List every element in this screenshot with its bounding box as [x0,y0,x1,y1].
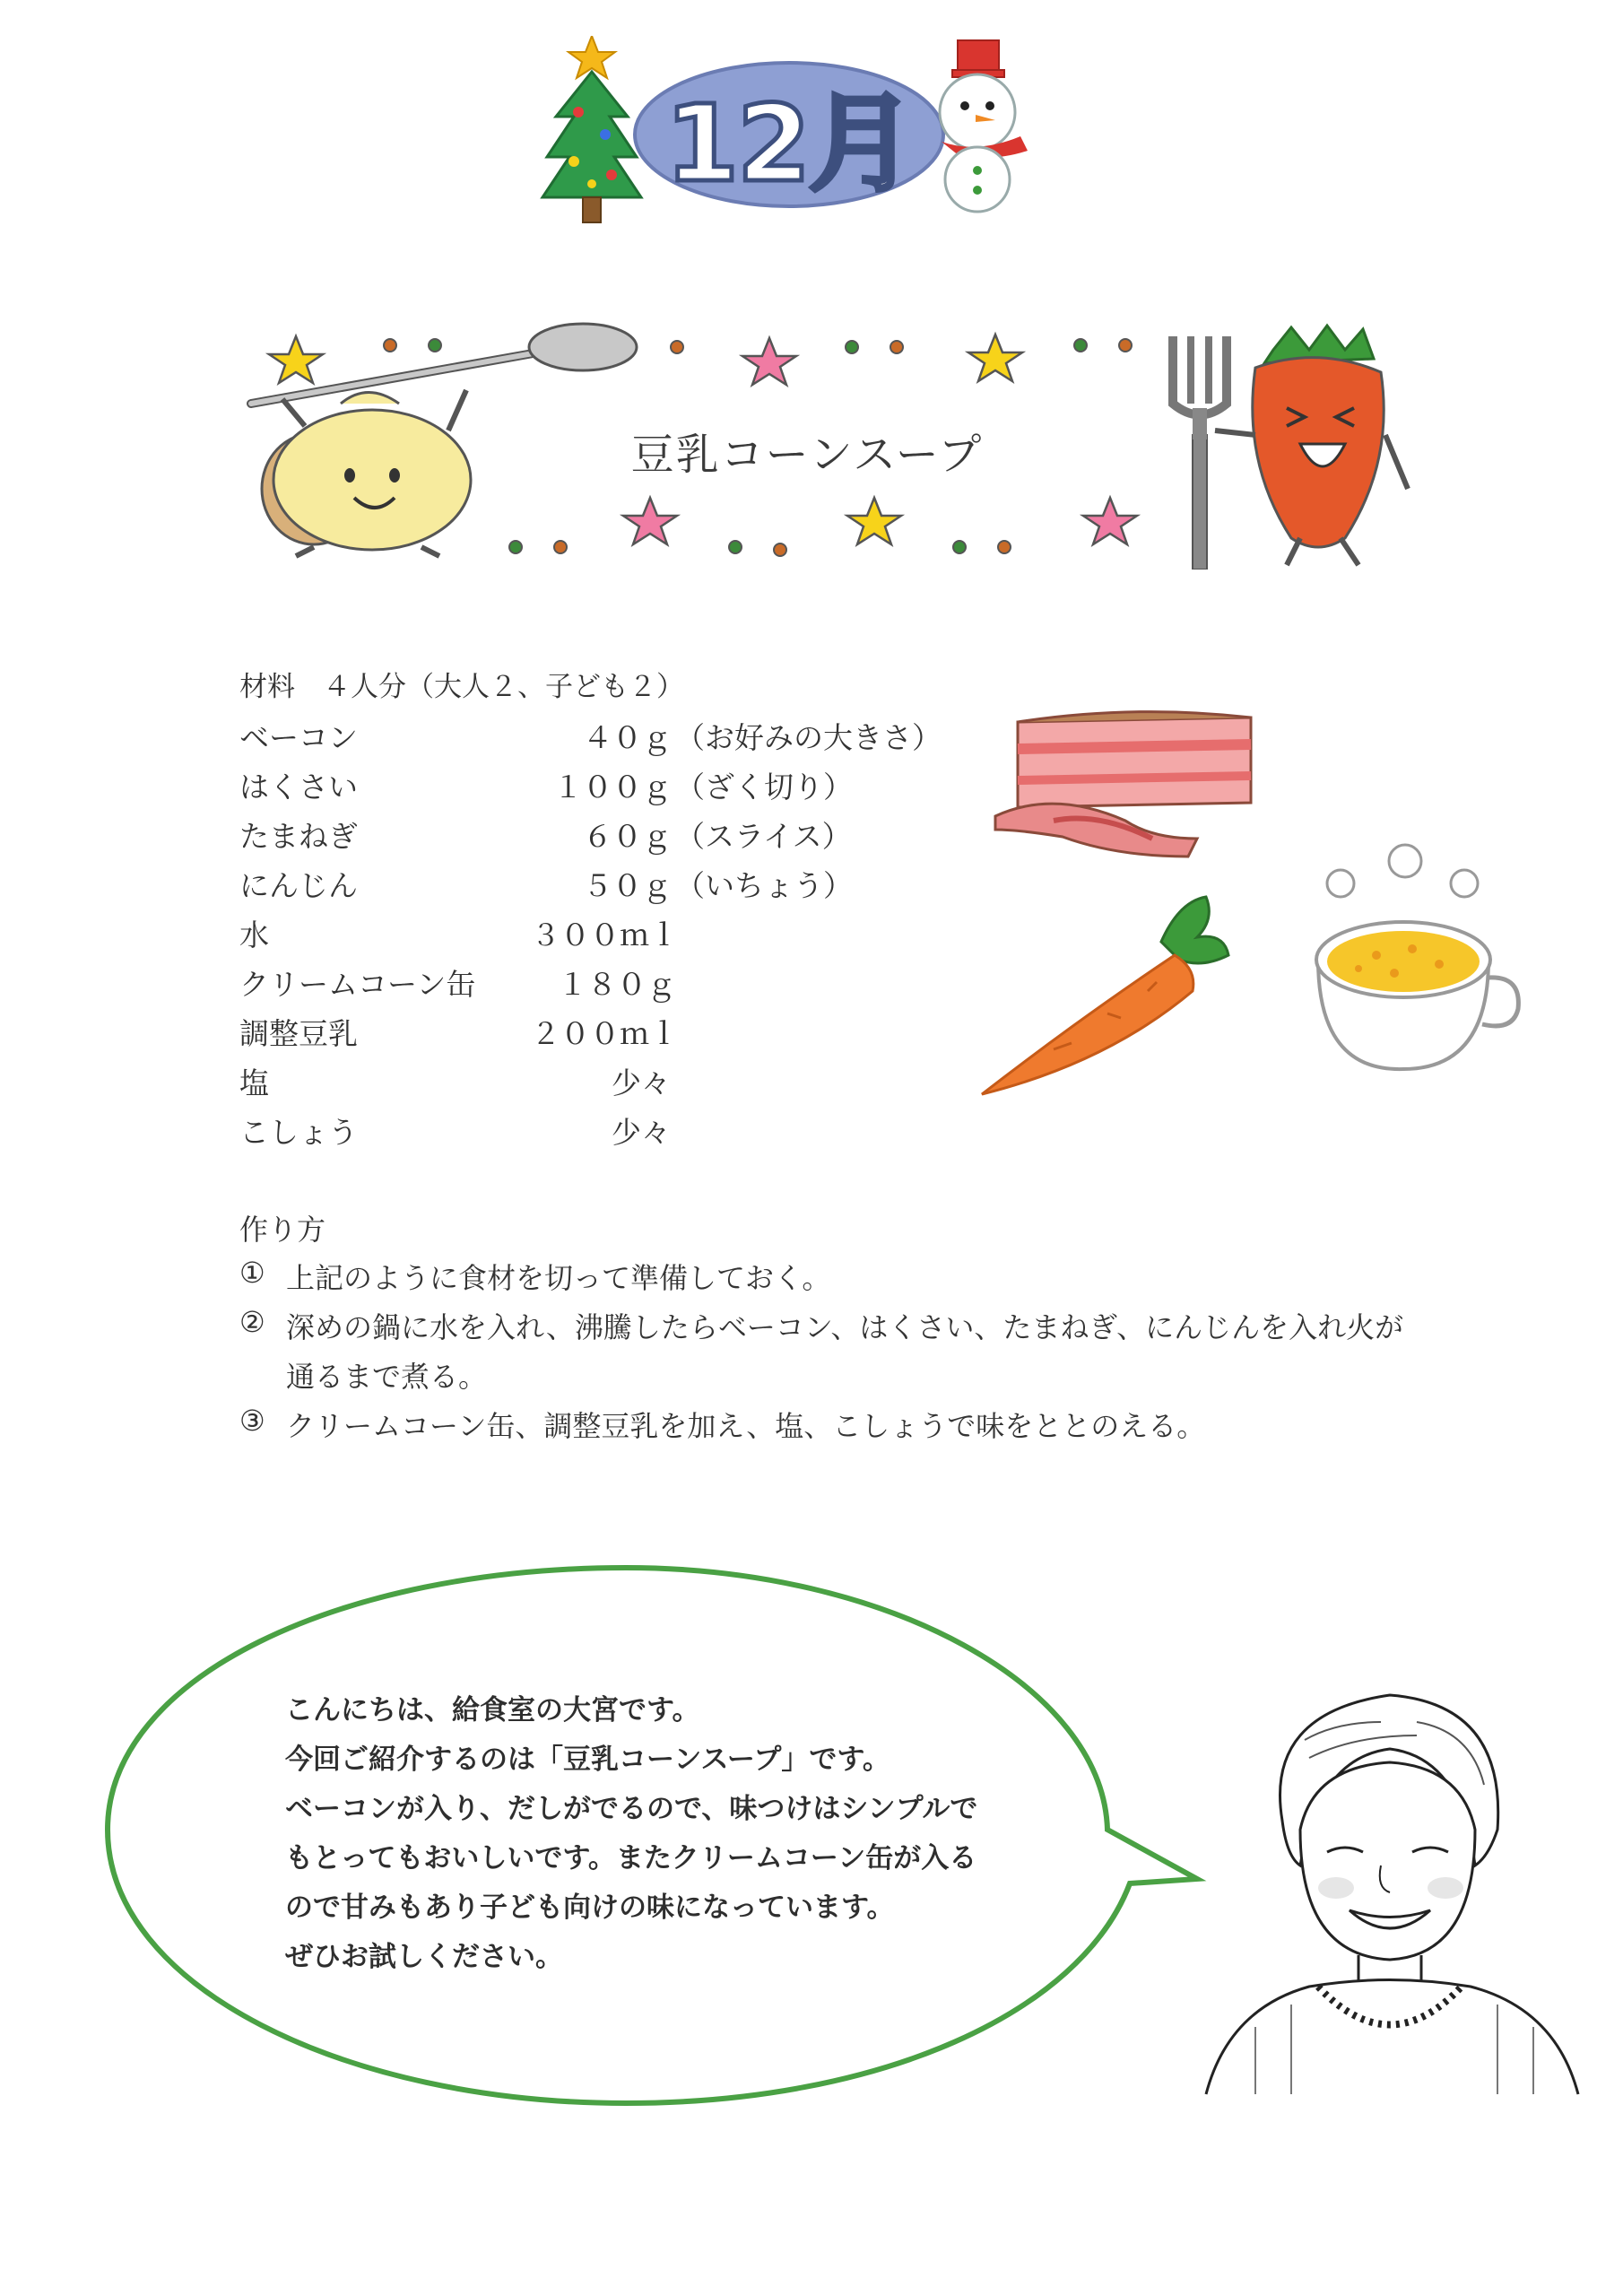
onion-character-icon [262,390,471,556]
ingredient-name: 水 [239,918,269,952]
ingredient-amount: 少々 [612,1065,671,1100]
step-number: ① [239,1256,265,1290]
ingredient-name: たまねぎ [239,819,358,854]
carrot-character-icon [1215,326,1408,565]
ingredient-name: にんじん [239,868,358,903]
message-line: こんにちは、給食室の大宮です。 [285,1694,700,1726]
ingredient-amount: 少々 [612,1115,671,1150]
ingredient-name: 調整豆乳 [239,1016,358,1051]
star-icon [742,338,796,385]
ingredient-amount: １００ｇ [553,770,672,804]
method-heading: 作り方 [239,1213,326,1247]
step-text: 上記のように食材を切って準備しておく。 [286,1261,831,1295]
ingredient-name: こしょう [239,1115,358,1150]
ingredient-note: （ざく切り） [675,770,853,804]
ingredient-name: ベーコン [239,720,358,755]
message-line: もとってもおいしいです。またクリームコーン缶が入る [285,1842,977,1874]
ingredient-amount: １８０ｇ [558,967,676,1002]
ingredient-amount: ２００ｍｌ [531,1016,679,1051]
ingredient-name: クリームコーン缶 [239,967,476,1002]
ingredient-note: （お好みの大きさ） [675,720,942,755]
snowman-icon [915,36,1040,215]
ingredient-amount: ４０ｇ [583,720,672,755]
fork-icon [1173,336,1227,570]
star-icon [1083,498,1137,544]
message-line: 今回ご紹介するのは「豆乳コーンスープ」です。 [285,1744,890,1776]
star-icon [269,336,323,383]
message-line: ので甘みもあり子ども向けの味になっています。 [285,1892,895,1924]
step-text: 深めの鍋に水を入れ、沸騰したらベーコン、はくさい、たまねぎ、にんじんを入れ火が [286,1310,1404,1344]
bacon-icon [991,704,1260,861]
step-text-continued: 通るまで煮る。 [286,1360,488,1394]
message-line: ベーコンが入り、だしがでるので、味つけはシンプルで [285,1793,978,1825]
message-text [285,1686,1002,1982]
ingredient-amount: ５０ｇ [583,868,672,903]
ingredient-note: （いちょう） [675,868,853,903]
cook-portrait-illustration [1202,1686,1587,2099]
step-number: ③ [239,1404,265,1438]
step-text: クリームコーン缶、調整豆乳を加え、塩、こしょうで味をととのえる。 [286,1409,1206,1443]
ingredient-amount: ３００ｍｌ [531,918,679,952]
message-line: ぜひお試しください。 [285,1941,563,1973]
ingredient-note: （スライス） [675,819,852,854]
star-icon [623,498,677,544]
month-title: 12月 [664,82,914,205]
recipe-title: 豆乳コーンスープ [630,430,984,480]
star-icon [968,335,1022,381]
ingredient-name: 塩 [239,1065,269,1100]
ingredients-heading: 材料 ４人分（大人２、子ども２） [239,671,684,703]
ingredient-amount: ６０ｇ [583,819,672,854]
star-icon [847,498,901,544]
step-number: ② [239,1305,265,1339]
corn-soup-cup-icon [1305,834,1524,1076]
carrot-icon [973,892,1233,1103]
ingredient-name: はくさい [239,770,358,804]
